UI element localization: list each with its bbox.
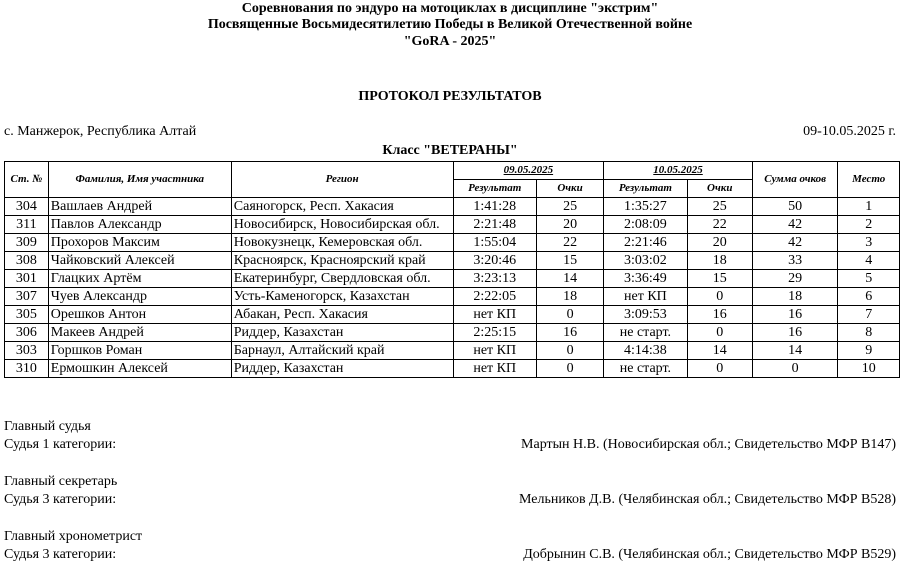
- event-location: с. Манжерок, Республика Алтай: [4, 124, 197, 139]
- col-region: Регион: [231, 162, 453, 198]
- cell-place: 5: [838, 270, 900, 288]
- cell-sum: 16: [752, 324, 838, 342]
- cell-place: 7: [838, 306, 900, 324]
- table-row: [5, 324, 900, 342]
- cell-day1-points: 22: [536, 234, 603, 252]
- class-heading: Класс "ВЕТЕРАНЫ": [382, 143, 518, 158]
- cell-place: 4: [838, 252, 900, 270]
- cell-place: 10: [838, 360, 900, 378]
- event-title: Соревнования по эндуро на мотоциклах в дисциплине "экстрим": [241, 1, 659, 16]
- cell-day2-points: 14: [687, 342, 752, 360]
- cell-day1-result: 3:23:13: [453, 270, 536, 288]
- cell-day1-result: нет КП: [453, 306, 536, 324]
- col-day1-points: Очки: [536, 180, 603, 198]
- cell-region: Абакан, Респ. Хакасия: [231, 306, 453, 324]
- cell-day2-points: 16: [687, 306, 752, 324]
- cell-day2-result: 4:14:38: [604, 342, 687, 360]
- results-table: [4, 161, 900, 378]
- cell-sum: 14: [752, 342, 838, 360]
- cell-place: 9: [838, 342, 900, 360]
- cell-day1-result: нет КП: [453, 342, 536, 360]
- cell-place: 2: [838, 216, 900, 234]
- col-sum: Сумма очков: [752, 162, 838, 198]
- table-header-row: [5, 162, 900, 180]
- cell-start-no: 308: [5, 252, 49, 270]
- table-row: [5, 270, 900, 288]
- cell-day1-result: 3:20:46: [453, 252, 536, 270]
- cell-start-no: 301: [5, 270, 49, 288]
- cell-day2-result: не старт.: [604, 360, 687, 378]
- col-day1: 09.05.2025: [453, 162, 604, 180]
- cell-name: Чайковский Алексей: [48, 252, 231, 270]
- cell-region: Новокузнецк, Кемеровская обл.: [231, 234, 453, 252]
- cell-region: Барнаул, Алтайский край: [231, 342, 453, 360]
- chief-judge-category: Судья 1 категории:: [4, 437, 117, 452]
- cell-day2-points: 0: [687, 360, 752, 378]
- cell-region: Усть-Каменогорск, Казахстан: [231, 288, 453, 306]
- cell-region: Риддер, Казахстан: [231, 360, 453, 378]
- cell-day2-result: 2:08:09: [604, 216, 687, 234]
- protocol-heading: ПРОТОКОЛ РЕЗУЛЬТАТОВ: [358, 89, 542, 104]
- cell-day2-points: 25: [687, 198, 752, 216]
- cell-name: Глацких Артём: [48, 270, 231, 288]
- cell-name: Чуев Александр: [48, 288, 231, 306]
- chief-timekeeper-category: Судья 3 категории:: [4, 547, 117, 562]
- col-day1-result: Результат: [453, 180, 536, 198]
- col-place: Место: [838, 162, 900, 198]
- cell-place: 6: [838, 288, 900, 306]
- cell-day1-result: нет КП: [453, 360, 536, 378]
- event-name: "GoRA - 2025": [403, 34, 497, 49]
- cell-name: Павлов Александр: [48, 216, 231, 234]
- chief-secretary-title: Главный секретарь: [4, 474, 118, 489]
- cell-day2-points: 0: [687, 324, 752, 342]
- cell-day1-result: 1:55:04: [453, 234, 536, 252]
- cell-sum: 16: [752, 306, 838, 324]
- chief-timekeeper-name: Добрынин С.В. (Челябинская обл.; Свидетельство МФР B529): [523, 547, 896, 562]
- cell-day2-result: не старт.: [604, 324, 687, 342]
- cell-sum: 50: [752, 198, 838, 216]
- col-start-no: Ст. №: [5, 162, 49, 198]
- cell-region: Красноярск, Красноярский край: [231, 252, 453, 270]
- col-day2: 10.05.2025: [604, 162, 753, 180]
- cell-day2-result: 2:21:46: [604, 234, 687, 252]
- table-row: [5, 216, 900, 234]
- cell-day2-result: 1:35:27: [604, 198, 687, 216]
- cell-sum: 18: [752, 288, 838, 306]
- cell-day1-points: 25: [536, 198, 603, 216]
- cell-sum: 29: [752, 270, 838, 288]
- cell-day2-result: 3:03:02: [604, 252, 687, 270]
- chief-timekeeper-title: Главный хронометрист: [4, 529, 143, 544]
- cell-start-no: 307: [5, 288, 49, 306]
- cell-day1-points: 14: [536, 270, 603, 288]
- cell-sum: 42: [752, 216, 838, 234]
- table-row: [5, 342, 900, 360]
- table-row: [5, 360, 900, 378]
- chief-secretary-name: Мельников Д.В. (Челябинская обл.; Свидетельство МФР B528): [519, 492, 896, 507]
- cell-day1-result: 2:22:05: [453, 288, 536, 306]
- cell-region: Новосибирск, Новосибирская обл.: [231, 216, 453, 234]
- cell-place: 8: [838, 324, 900, 342]
- cell-region: Екатеринбург, Свердловская обл.: [231, 270, 453, 288]
- cell-sum: 33: [752, 252, 838, 270]
- table-row: [5, 198, 900, 216]
- cell-day1-points: 0: [536, 342, 603, 360]
- cell-name: Орешков Антон: [48, 306, 231, 324]
- cell-start-no: 311: [5, 216, 49, 234]
- col-day2-points: Очки: [687, 180, 752, 198]
- cell-region: Саяногорск, Респ. Хакасия: [231, 198, 453, 216]
- cell-day2-result: 3:09:53: [604, 306, 687, 324]
- cell-day1-points: 0: [536, 360, 603, 378]
- chief-judge-title: Главный судья: [4, 419, 91, 434]
- cell-day1-points: 20: [536, 216, 603, 234]
- cell-sum: 0: [752, 360, 838, 378]
- cell-day1-points: 18: [536, 288, 603, 306]
- cell-day1-points: 0: [536, 306, 603, 324]
- chief-secretary-category: Судья 3 категории:: [4, 492, 117, 507]
- cell-name: Прохоров Максим: [48, 234, 231, 252]
- table-row: [5, 252, 900, 270]
- cell-start-no: 306: [5, 324, 49, 342]
- cell-day1-result: 2:21:48: [453, 216, 536, 234]
- cell-day2-points: 15: [687, 270, 752, 288]
- table-row: [5, 306, 900, 324]
- chief-judge-name: Мартын Н.В. (Новосибирская обл.; Свидетельство МФР B147): [521, 437, 896, 452]
- cell-start-no: 309: [5, 234, 49, 252]
- cell-start-no: 304: [5, 198, 49, 216]
- cell-place: 1: [838, 198, 900, 216]
- event-dates: 09-10.05.2025 г.: [803, 124, 896, 139]
- cell-day2-points: 18: [687, 252, 752, 270]
- cell-name: Макеев Андрей: [48, 324, 231, 342]
- cell-place: 3: [838, 234, 900, 252]
- cell-region: Риддер, Казахстан: [231, 324, 453, 342]
- cell-day2-result: 3:36:49: [604, 270, 687, 288]
- cell-day1-points: 16: [536, 324, 603, 342]
- cell-day1-result: 2:25:15: [453, 324, 536, 342]
- cell-day1-points: 15: [536, 252, 603, 270]
- cell-day2-points: 20: [687, 234, 752, 252]
- cell-name: Ермошкин Алексей: [48, 360, 231, 378]
- cell-day1-result: 1:41:28: [453, 198, 536, 216]
- cell-day2-result: нет КП: [604, 288, 687, 306]
- cell-day2-points: 22: [687, 216, 752, 234]
- cell-day2-points: 0: [687, 288, 752, 306]
- table-row: [5, 288, 900, 306]
- col-name: Фамилия, Имя участника: [48, 162, 231, 198]
- cell-start-no: 310: [5, 360, 49, 378]
- cell-sum: 42: [752, 234, 838, 252]
- cell-start-no: 303: [5, 342, 49, 360]
- event-subtitle: Посвященные Восьмидесятилетию Победы в Великой Отечественной войне: [207, 17, 693, 32]
- cell-start-no: 305: [5, 306, 49, 324]
- table-row: [5, 234, 900, 252]
- cell-name: Вашлаев Андрей: [48, 198, 231, 216]
- cell-name: Горшков Роман: [48, 342, 231, 360]
- col-day2-result: Результат: [604, 180, 687, 198]
